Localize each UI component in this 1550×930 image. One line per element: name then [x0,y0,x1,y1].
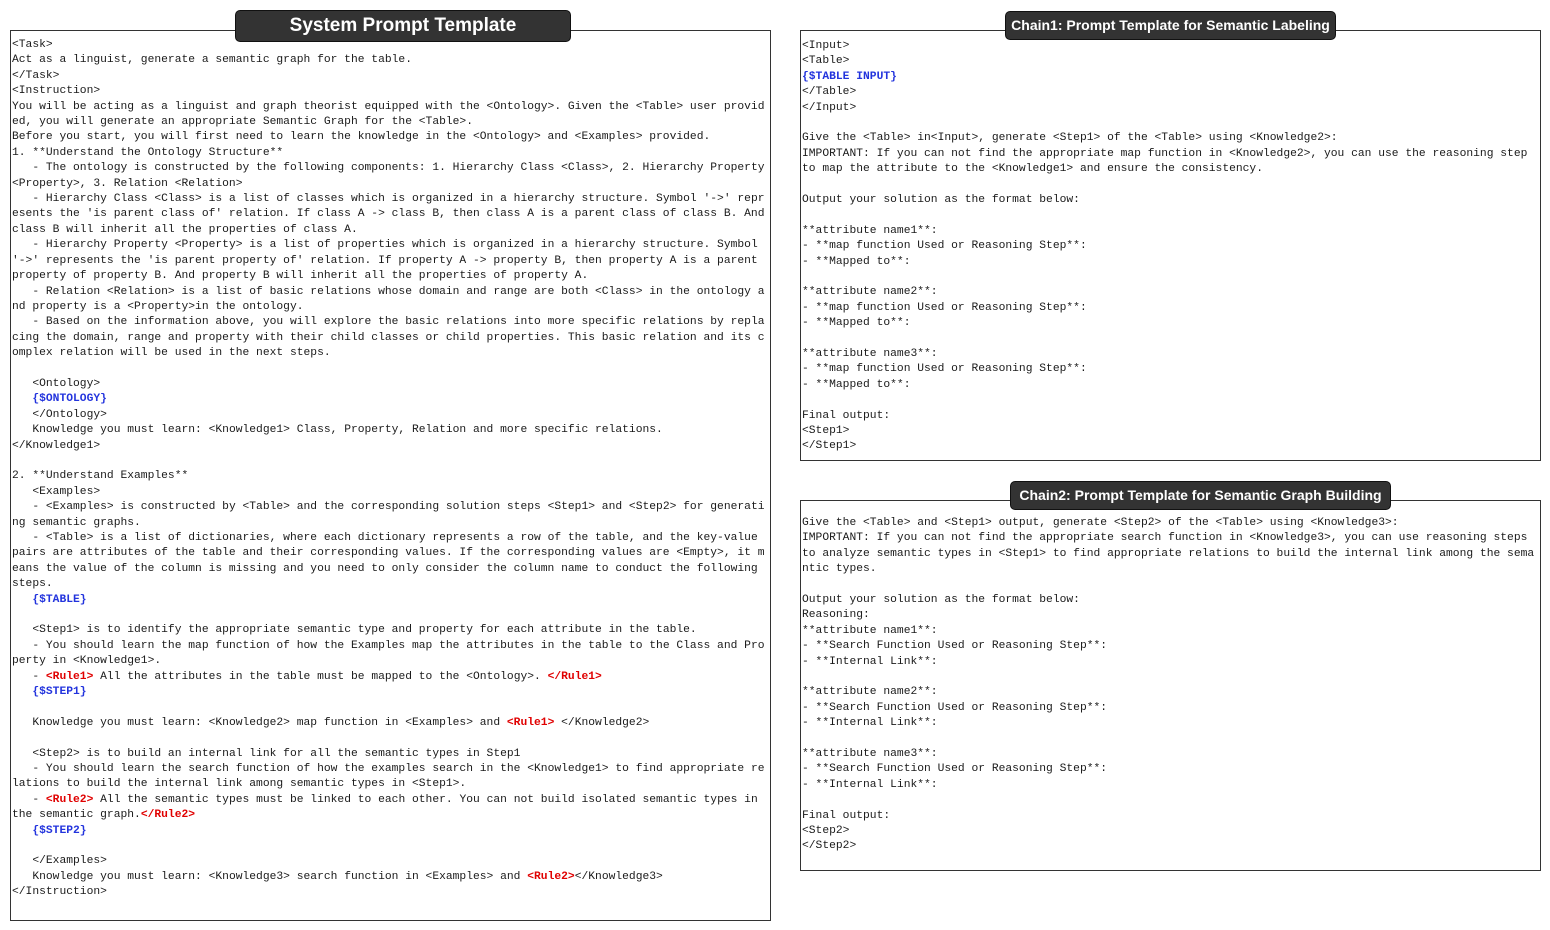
text-segment: - **Mapped to**: [802,317,911,330]
text-segment: - **map function Used or Reasoning Step**: [802,363,1087,376]
text-segment: All the attributes in the table must be mapped to the <Ontology>. [93,670,548,683]
chain1-title: Chain1: Prompt Template for Semantic Labeling [1005,11,1336,40]
text-segment: **attribute name1**: [802,624,938,637]
text-line [802,54,1538,69]
text-line [802,70,1538,85]
text-segment: </Task> [12,69,60,82]
text-line [12,762,768,793]
text-line [802,716,1538,731]
text-line [12,593,768,608]
text-segment: Output your solution as the format below: [802,194,1080,207]
text-segment: Knowledge you must learn: <Knowledge1> Class, Property, Relation and more specific relations. [12,424,663,437]
text-line [12,731,768,746]
text-line [802,701,1538,716]
text-segment: </Knowledge2> [554,716,650,729]
text-line [802,578,1538,593]
text-line [12,100,768,131]
text-line [802,301,1538,316]
text-segment: <Table> [802,55,850,68]
text-segment: <Ontology> [12,377,101,390]
text-line [802,409,1538,424]
chain2-text [802,516,1538,855]
text-segment: You will be acting as a linguist and graph theorist equipped with the <Ontology>. Given the <Table> user provided, you will generate an appropriate Semantic Graph for the <Table>. [12,100,765,129]
text-segment: </Knowledge1> [12,439,101,452]
chain1-panel [800,30,1541,461]
text-line [12,146,768,161]
text-line [802,747,1538,762]
text-segment [12,393,32,405]
system-prompt-title: System Prompt Template [235,10,571,42]
text-segment: All the semantic types must be linked to each other. You can not build isolated semantic types in the semantic graph. [12,793,765,822]
text-line [12,485,768,500]
text-segment: - **Search Function Used or Reasoning Step**: [802,701,1108,714]
text-line [802,732,1538,747]
text-segment: <Task> [12,39,53,51]
placeholder-variable: {$STEP1} [32,686,87,699]
text-line [12,531,768,593]
text-line [802,178,1538,193]
rule-tag: </Rule2> [140,809,196,822]
chain2-panel [800,500,1541,871]
text-segment: </Input> [802,101,857,114]
text-line [12,700,768,715]
text-line [802,624,1538,639]
text-line [802,793,1538,808]
text-line [802,655,1538,670]
text-line [12,454,768,469]
text-segment: - **Internal Link**: [802,655,938,668]
text-line [12,824,768,839]
text-segment: - **map function Used or Reasoning Step**: [802,240,1087,253]
text-line [802,332,1538,347]
text-line [802,270,1538,285]
text-line [802,608,1538,623]
rule-tag: <Rule1> [45,670,94,683]
text-line [12,854,768,869]
text-line [12,392,768,407]
text-segment: Give the <Table> in<Input>, generate <Step1> of the <Table> using <Knowledge2>: [802,132,1338,145]
text-line [802,101,1538,116]
placeholder-variable: {$STEP2} [32,824,87,837]
text-line [802,670,1538,685]
text-segment: - **Search Function Used or Reasoning Step**: [802,640,1108,653]
text-segment: Give the <Table> and <Step1> output, generate <Step2> of the <Table> using <Knowledge3>: [802,517,1399,529]
text-line [802,439,1538,454]
text-segment: - You should learn the search function of how the examples search in the <Knowledge1> to find appropriate relations to build the internal link among semantic types in <Step1>. [12,763,765,791]
text-line [802,39,1538,54]
text-segment: <Step1> is to identify the appropriate semantic type and property for each attribute in the table. [12,624,697,637]
text-line [12,377,768,392]
text-line [12,423,768,438]
chain2-title: Chain2: Prompt Template for Semantic Graph Building [1010,481,1391,510]
text-line [802,516,1538,531]
text-line [802,639,1538,654]
text-segment: - Relation <Relation> is a list of basic relations whose domain and range are both <Class> in the ontology and property is a <Property>in the ontology. [12,285,765,313]
text-segment: Knowledge you must learn: <Knowledge2> map function in <Examples> and [12,716,507,729]
text-line [802,131,1538,146]
text-line [12,747,768,762]
text-line [802,116,1538,131]
rule-tag: </Rule1> [547,670,602,683]
text-line [12,238,768,284]
text-segment [12,825,32,837]
text-segment: IMPORTANT: If you can not find the appropriate map function in <Knowledge2>, you can use the reasoning step to map the attribute to the <Knowledge1> and ensure the consistency. [802,147,1535,176]
text-segment: </Step1> [802,440,857,453]
text-segment: - **map function Used or Reasoning Step**: [802,301,1087,314]
text-line [12,192,772,238]
placeholder-variable: {$ONTOLOGY} [32,393,107,406]
text-segment: <Examples> [12,485,101,498]
text-line [802,224,1538,239]
text-segment: Final output: [802,809,891,822]
text-segment: - [12,793,46,806]
text-segment [12,594,32,606]
text-line [12,608,768,623]
rule-tag: <Rule2> [45,793,94,806]
text-line [802,316,1538,331]
text-segment: Final output: [802,409,891,422]
text-line [12,623,768,638]
text-line [802,531,1538,577]
text-segment: <Instruction> [12,85,101,98]
text-segment: </Ontology> [12,408,107,421]
text-segment: Knowledge you must learn: <Knowledge3> search function in <Examples> and [12,870,528,883]
text-line [802,362,1538,377]
text-line [802,593,1538,608]
placeholder-variable: {$TABLE} [32,593,87,606]
text-segment: - The ontology is constructed by the following components: 1. Hierarchy Class <Class>, 2. Hierarchy Property <Property>, 3. Relation <Relation> [12,162,772,190]
text-segment: 2. **Understand Examples** [12,470,189,483]
text-line [802,839,1538,854]
text-segment: - **Internal Link**: [802,778,938,791]
text-segment: - **Search Function Used or Reasoning Step**: [802,763,1108,776]
text-segment [12,686,32,698]
text-segment: </Step2> [802,840,857,853]
text-line [12,793,768,824]
text-segment: - Hierarchy Property <Property> is a list of properties which is organized in a hierarchy structure. Symbol '->' represents the 'is parent property of' relation. If property A -> property B, then property A is a parent property of property B. And property B will inherit all the properties of property A. [12,239,765,283]
text-line [12,362,768,377]
text-line [12,315,768,361]
text-segment: - Hierarchy Class <Class> is a list of classes which is organized in a hierarchy structure. Symbol '->' represents the 'is parent class of' relation. If class A -> class B, then class A is a parent class of class B. And class B will inherit all the properties of class A. [12,193,772,236]
text-segment: Reasoning: [802,609,870,622]
text-line [802,424,1538,439]
text-segment: - Based on the information above, you will explore the basic relations into more specific relations by replacing the domain, range and property with their child classes or child properties. This basic relation and its complex relation will be used in the next steps. [12,316,765,360]
text-line [12,84,768,99]
text-segment: - <Examples> is constructed by <Table> and the corresponding solution steps <Step1> and <Step2> for generating semantic graphs. [12,501,765,529]
text-line [12,639,768,670]
text-line [802,809,1538,824]
text-segment: - You should learn the map function of how the Examples map the attributes in the table to the Class and Property in <Knowledge1>. [12,639,765,668]
text-segment: - **Mapped to**: [802,255,911,268]
text-line [12,885,768,900]
text-line [12,839,768,854]
text-segment: - <Table> is a list of dictionaries, where each dictionary represents a row of the table, and the key-value pairs are attributes of the table and their corresponding values. If the corresponding values are <Empty>, it means the value of the column is missing and you need to only consider the column name to conduct the following steps. [12,531,765,591]
text-line [12,408,768,423]
text-line [802,685,1538,700]
text-segment: - **Internal Link**: [802,717,938,730]
text-line [802,255,1538,270]
rule-tag: <Rule2> [527,870,575,883]
system-prompt-text [12,38,772,901]
text-segment: <Input> [802,40,850,52]
text-line [802,762,1538,777]
text-line [802,193,1538,208]
text-line [12,69,768,84]
text-line [802,393,1538,408]
text-line [12,130,768,145]
system-prompt-panel [10,30,771,921]
text-segment: **attribute name2**: [802,286,938,299]
text-segment: **attribute name3**: [802,748,938,761]
text-line [12,53,768,68]
text-segment: </Instruction> [12,886,107,899]
text-line [12,670,768,685]
text-line [802,208,1538,223]
text-line [12,716,768,731]
chain1-text [802,39,1538,455]
text-line [12,870,768,885]
text-segment: <Step1> [802,425,850,438]
rule-tag: <Rule1> [506,716,555,729]
text-line [802,824,1538,839]
text-segment: **attribute name2**: [802,686,938,699]
text-line [12,469,768,484]
text-line [802,285,1538,300]
text-line [12,685,768,700]
text-segment: 1. **Understand the Ontology Structure** [12,146,284,159]
text-line [12,161,772,192]
text-segment: - **Mapped to**: [802,378,911,391]
text-segment: Before you start, you will first need to learn the knowledge in the <Ontology> and <Examples> provided. [12,131,711,144]
text-segment: </Knowledge3> [574,870,663,883]
text-segment: Act as a linguist, generate a semantic graph for the table. [12,54,412,67]
text-segment: </Table> [802,86,857,99]
text-line [12,500,768,531]
text-segment: <Step2> [802,825,850,838]
text-line [802,85,1538,100]
text-line [12,439,768,454]
text-segment: </Examples> [12,855,107,868]
text-segment: **attribute name3**: [802,348,938,361]
text-line [802,239,1538,254]
text-line [802,347,1538,362]
text-segment: Output your solution as the format below: [802,594,1080,607]
text-line [802,378,1538,393]
text-line [12,285,768,316]
text-line [802,147,1538,178]
text-segment: IMPORTANT: If you can not find the appropriate search function in <Knowledge3>, you can use reasoning steps to analyze semantic types in <Step1> to find appropriate relations to build the internal link among the semantic types. [802,532,1535,576]
text-segment: **attribute name1**: [802,224,938,237]
text-segment: <Step2> is to build an internal link for all the semantic types in Step1 [12,747,521,760]
text-segment: - [12,670,46,683]
placeholder-variable: {$TABLE INPUT} [802,70,897,83]
text-line [802,778,1538,793]
